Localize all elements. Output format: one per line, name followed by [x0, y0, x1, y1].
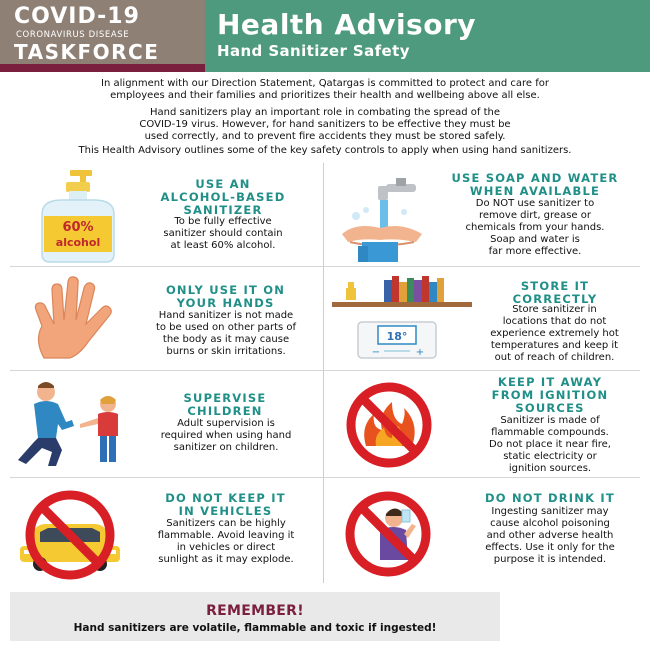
- cell-7-body: Sanitizers can be highly flammable. Avoid leaving it in vehicles or direct sunlight as it may explode.: [157, 518, 295, 565]
- sanitizer-bottle-icon: [22, 168, 134, 264]
- page-subtitle: Hand Sanitizer Safety: [217, 42, 410, 60]
- grid-divider-row-2: [10, 370, 640, 371]
- coronavirus-disease-label: CORONAVIRUS DISEASE: [16, 30, 130, 40]
- cell-3-title: ONLY USE IT ON YOUR HANDS: [165, 283, 286, 310]
- taskforce-title: TASKFORCE: [14, 40, 160, 64]
- no-drinking-icon: [332, 488, 444, 580]
- cell-6-body: Sanitizer is made of flammable compounds. Do not place it near fire, static electricity or ignition sources.: [489, 415, 611, 474]
- no-fire-icon: [334, 380, 444, 470]
- grid-divider-row-1: [10, 266, 640, 267]
- cell-1-body: To be fully effective sanitizer should contain at least 60% alcohol.: [163, 216, 283, 251]
- adult-child-icon: [12, 378, 136, 470]
- grid-divider-vertical: [323, 163, 324, 583]
- thermostat-minus: −: [371, 347, 381, 358]
- no-vehicle-icon: [4, 490, 136, 580]
- thermostat-temperature: 18°: [386, 330, 408, 343]
- banner-strip: [0, 64, 205, 72]
- advisory-banner: [205, 0, 650, 72]
- cell-6-title: KEEP IT AWAY FROM IGNITION SOURCES: [491, 375, 609, 415]
- cell-1-title: USE AN ALCOHOL-BASED SANITIZER: [160, 177, 286, 217]
- bottle-label-percent: 60%: [62, 220, 94, 235]
- taskforce-banner: [0, 0, 205, 64]
- cell-4-title: STORE IT CORRECTLY: [512, 279, 598, 306]
- remember-box: [10, 592, 500, 641]
- grid-divider-row-3: [10, 477, 640, 478]
- bottle-label-alcohol: alcohol: [55, 236, 101, 249]
- page-title: Health Advisory: [217, 8, 477, 41]
- cell-4-body: Store sanitizer in locations that do not experience extremely hot temperatures and keep it out of reach of children.: [490, 304, 619, 363]
- intro-paragraph-3: This Health Advisory outlines some of the key safety controls to apply when using hand sanitizers.: [78, 145, 572, 156]
- intro-paragraph-2: Hand sanitizers play an important role in combating the spread of the COVID-19 virus. However, for hand sanitizers to be effective they must be used correctly, and to prevent fire accidents they must be stored safely.: [139, 107, 511, 142]
- storage-shelf-icon: [332, 272, 472, 364]
- open-hand-icon: [14, 274, 138, 364]
- cell-3-body: Hand sanitizer is not made to be used on other parts of the body as it may cause burns or skin irritations.: [155, 310, 297, 357]
- thermostat-plus: +: [415, 347, 425, 358]
- handwashing-icon: [336, 176, 428, 264]
- cell-8-body: Ingesting sanitizer may cause alcohol poisoning and other adverse health effects. Use it only for the purpose it is intended.: [485, 506, 615, 565]
- cell-7-title: DO NOT KEEP IT IN VEHICLES: [165, 491, 286, 518]
- remember-text: Hand sanitizers are volatile, flammable and toxic if ingested!: [73, 622, 437, 634]
- remember-title: REMEMBER!: [206, 603, 304, 619]
- covid-title: COVID-19: [14, 4, 140, 29]
- cell-5-title: SUPERVISE CHILDREN: [183, 391, 267, 418]
- cell-2-body: Do NOT use sanitizer to remove dirt, grease or chemicals from your hands. Soap and water is far more effective.: [465, 198, 605, 257]
- intro-paragraph-1: In alignment with our Direction Statement, Qatargas is committed to protect and care for employees and their families and prioritizes their health and wellbeing above all else.: [101, 78, 549, 101]
- cell-5-body: Adult supervision is required when using hand sanitizer on children.: [160, 418, 292, 453]
- cell-2-title: USE SOAP AND WATER WHEN AVAILABLE: [451, 171, 619, 198]
- cell-8-title: DO NOT DRINK IT: [485, 491, 615, 505]
